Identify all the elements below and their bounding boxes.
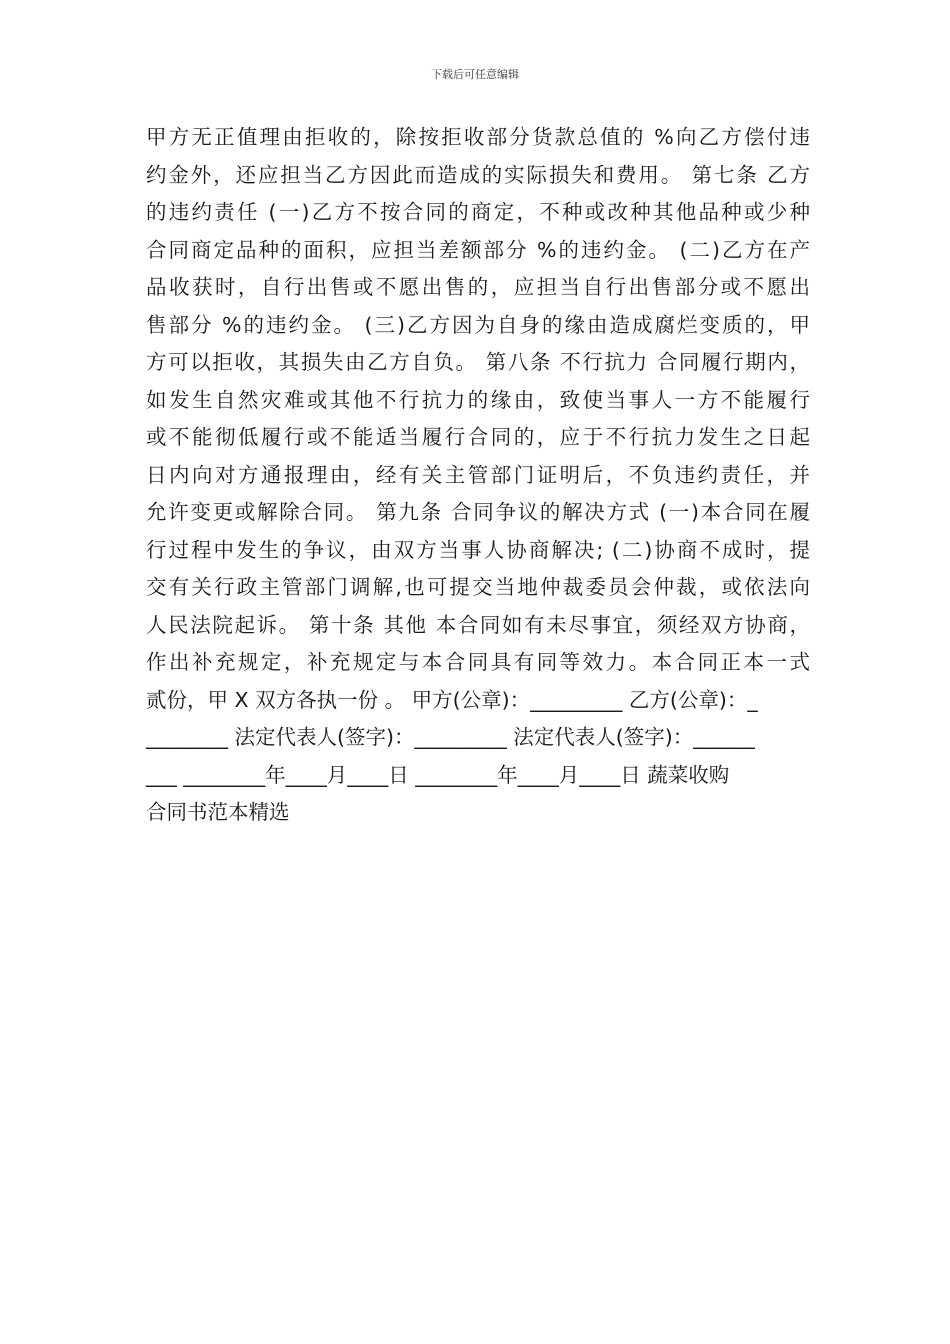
- text-line: 如发生自然灾难或其他不行抗力的缘由，致使当事人一方不能履行: [146, 387, 810, 412]
- date-line: ___ ________年____月____日 ________年____月____日 蔬菜收购: [146, 762, 730, 787]
- text-line: 允许变更或解除合同。 第九条 合同争议的解决方式 (一)本合同在履: [146, 500, 810, 524]
- text-line: 作出补充规定，补充规定与本合同具有同等效力。本合同正本一式: [146, 650, 810, 674]
- text-line: 交有关行政主管部门调解,也可提交当地仲裁委员会仲裁，或依法向: [146, 575, 810, 599]
- signature-line: ________ 法定代表人(签字)：_________ 法定代表人(签字)：______: [146, 725, 755, 749]
- text-line: 约金外，还应担当乙方因此而造成的实际损失和费用。 第七条 乙方: [146, 162, 810, 187]
- text-line: 甲方无正值理由拒收的，除按拒收部分货款总值的 %向乙方偿付违: [146, 125, 810, 149]
- text-line: 品收获时，自行出售或不愿出售的，应担当自行出售部分或不愿出: [146, 275, 810, 299]
- text-line: 合同商定品种的面积，应担当差额部分 %的违约金。 (二)乙方在产: [146, 237, 810, 262]
- text-line: 日内向对方通报理由，经有关主管部门证明后，不负违约责任，并: [146, 462, 810, 487]
- text-line: 行过程中发生的争议，由双方当事人协商解决; (二)协商不成时，提: [146, 537, 810, 562]
- text-line: 方可以拒收，其损失由乙方自负。 第八条 不行抗力 合同履行期内，: [146, 350, 810, 374]
- text-line: 或不能彻低履行或不能适当履行合同的，应于不行抗力发生之日起: [146, 425, 810, 449]
- signature-line: 贰份，甲 X 双方各执一份 。 甲方(公章)：_________ 乙方(公章)：_: [146, 687, 758, 712]
- document-body: [146, 119, 810, 832]
- page-header: 下载后可任意编辑: [431, 68, 519, 81]
- text-line: 的违约责任 (一)乙方不按合同的商定，不种或改种其他品种或少种: [146, 200, 810, 224]
- document-title-line: 合同书范本精选: [146, 800, 290, 824]
- text-line: 售部分 %的违约金。 (三)乙方因为自身的缘由造成腐烂变质的，甲: [146, 312, 810, 337]
- text-line: 人民法院起诉。 第十条 其他 本合同如有未尽事宜，须经双方协商，: [146, 612, 810, 637]
